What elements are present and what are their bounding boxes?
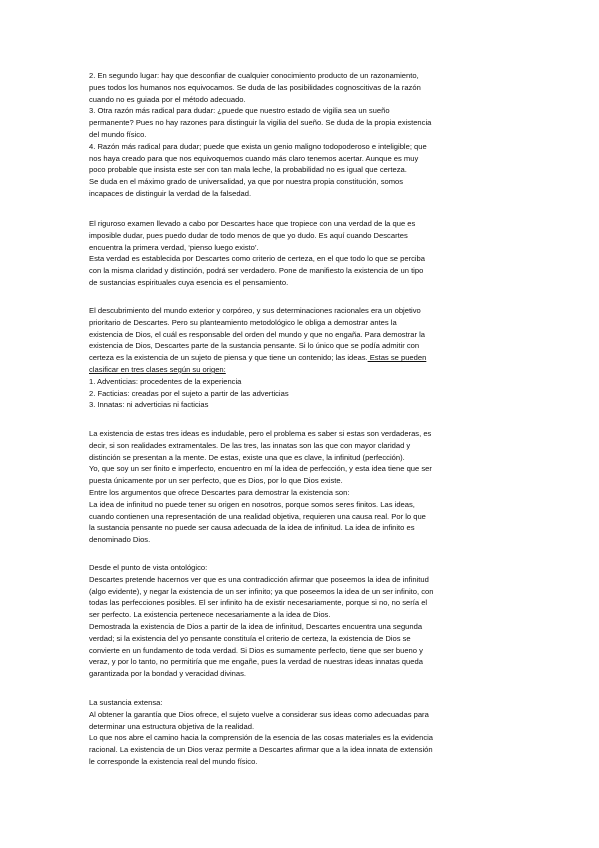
paragraph-razones-duda [89, 70, 513, 200]
text-line: le corresponde la existencia real del mundo físico. [89, 756, 258, 766]
text-line: de sustancias espirituales cuya esencia es el pensamiento. [89, 277, 289, 287]
text-line: determinar una estructura objetiva de la realidad. [89, 721, 255, 731]
underlined-text: clasificar en tres clases según su origen: [89, 364, 226, 374]
text-line: con la misma claridad y distinción, podrá ser verdadero. Pone de manifiesto la existencia de un tipo [89, 266, 424, 276]
list-item: 3. Innatas: ni adverticias ni facticias [89, 400, 209, 410]
text-line: permanente? Pues no hay razones para distinguir la vigilia del sueño. Se duda de la propia existencia [89, 118, 432, 128]
text-line: cuando no es guiada por el método adecuado. [89, 94, 246, 104]
text-line: La existencia de estas tres ideas es indudable, pero el problema es saber si estas son verdaderas, es [89, 429, 432, 438]
text-line: cuando contienen una representación de una realidad objetiva, requieren una causa real. Por lo que [89, 511, 426, 521]
text-line: decir, si son realidades extramentales. De las tres, las innatas son las que con mayor claridad y [89, 440, 411, 450]
text-line: El descubrimiento del mundo exterior y corpóreo, y sus determinaciones racionales era un objetivo [89, 306, 421, 315]
text-line: imposible dudar, pues puedo dudar de todo menos de que yo dudo. Es aquí cuando Descartes [89, 230, 408, 240]
text-line: verdad; si la existencia del yo pensante constituía el criterio de certeza, la existencia de Dios se [89, 633, 411, 643]
paragraph-idea-infinito [89, 428, 513, 546]
paragraph-ontologico [89, 562, 513, 680]
text-line: La idea de infinitud no puede tener su origen en nosotros, porque somos seres finitos. Las ideas, [89, 499, 415, 509]
text-line: distinción se presentan a la mente. De estas, existe una que es clave, la infinitud (perfección). [89, 452, 405, 462]
text-line: Desde el punto de vista ontológico: [89, 563, 208, 572]
text-line: 3. Otra razón más radical para dudar: ¿puede que nuestro estado de vigilia sea un sueño [89, 106, 390, 116]
text-line: puesta únicamente por un ser perfecto, que es Dios, por lo que Dios existe. [89, 476, 343, 486]
text-line: Se duda en el máximo grado de universalidad, ya que por nuestra propia constitución, somos [89, 177, 404, 187]
paragraph-clases-ideas [89, 305, 513, 411]
text-line: Descartes pretende hacernos ver que es una contradicción afirmar que poseemos la idea de infinitud [89, 574, 429, 584]
text-line: denominado Dios. [89, 535, 151, 545]
text-line: del mundo físico. [89, 129, 147, 139]
text-line: incapaces de distinguir la verdad de la falsedad. [89, 188, 252, 198]
text-line: ser perfecto. La existencia pertenece necesariamente a la idea de Dios. [89, 610, 331, 620]
text-line: garantizada por la bondad y veracidad divinas. [89, 669, 247, 679]
list-item: 2. Facticias: creadas por el sujeto a partir de las adverticias [89, 388, 289, 398]
text-line: 2. En segundo lugar: hay que desconfiar de cualquier conocimiento producto de un razonamiento, [89, 71, 419, 80]
text-line: racional. La existencia de un Dios veraz permite a Descartes afirmar que a la idea innata de extensión [89, 745, 433, 755]
text-line: pues todos los humanos nos equivocamos. Se duda de las posibilidades cognoscitivas de la razón [89, 82, 421, 92]
list-item: 1. Adventicias: procedentes de la experiencia [89, 376, 242, 386]
text-line: existencia de Dios, el cuál es responsable del orden del mundo y que no engaña. Para demostrar la [89, 329, 426, 339]
text-line: Yo, que soy un ser finito e imperfecto, encuentro en mí la idea de perfección, y esta idea tiene que ser [89, 464, 432, 474]
text-line: la sustancia pensante no puede ser causa adecuada de la idea de infinitud. La idea de infinito es [89, 523, 415, 533]
text-line: El riguroso examen llevado a cabo por Descartes hace que tropiece con una verdad de la que es [89, 219, 416, 228]
text-line: Esta verdad es establecida por Descartes como criterio de certeza, en el que todo lo que se perciba [89, 254, 426, 264]
text-line: Lo que nos abre el camino hacia la comprensión de la esencia de las cosas materiales es la evidencia [89, 733, 434, 743]
text-line: (algo evidente), y negar la existencia de un ser infinito; ya que poseemos la idea de un ser infinito, con [89, 586, 434, 596]
text-line: 4. Razón más radical para dudar; puede que exista un genio maligno todopoderoso e inteligible; que [89, 141, 427, 151]
text-line: convierte en un fundamento de toda verdad. Si Dios es sumamente perfecto, tiene que ser bueno y [89, 645, 423, 655]
text-line: prioritario de Descartes. Pero su planteamiento metodológico le obliga a demostrar antes la [89, 317, 397, 327]
paragraph-primera-verdad [89, 218, 513, 289]
text-line: Al obtener la garantía que Dios ofrece, el sujeto vuelve a considerar sus ideas como adecuadas para [89, 709, 429, 719]
text-line: poco probable que insista este ser con tan mala leche, la probabilidad no es igual que certeza. [89, 165, 407, 175]
text-segment: certeza es la existencia de un sujeto de piensa y que tiene un contenido; las ideas. [89, 353, 368, 363]
text-line: Entre los argumentos que ofrece Descartes para demostrar la existencia son: [89, 487, 350, 497]
underlined-text: Estas se pueden [367, 353, 427, 363]
text-line: existencia de Dios, Descartes parte de la sustancia pensante. Si lo único que se podía admitir con [89, 341, 420, 351]
text-line-with-underline [89, 352, 513, 364]
text-line: nos haya creado para que nos equivoquemos cuando más claro tenemos acertar. Aunque es muy [89, 153, 419, 163]
text-line: veraz, y por lo tanto, no permitiría que me engañe, pues la verdad de nuestras ideas innatas queda [89, 657, 423, 667]
text-line: encuentra la primera verdad, ‘pienso luego existo’. [89, 242, 259, 252]
text-line: todas las perfecciones posibles. El ser infinito ha de existir necesariamente, porque si no, no sería el [89, 598, 428, 608]
text-line: Demostrada la existencia de Dios a partir de la idea de infinitud, Descartes encuentra una segunda [89, 621, 423, 631]
text-line: La sustancia extensa: [89, 698, 163, 707]
paragraph-sustancia-extensa [89, 697, 513, 768]
